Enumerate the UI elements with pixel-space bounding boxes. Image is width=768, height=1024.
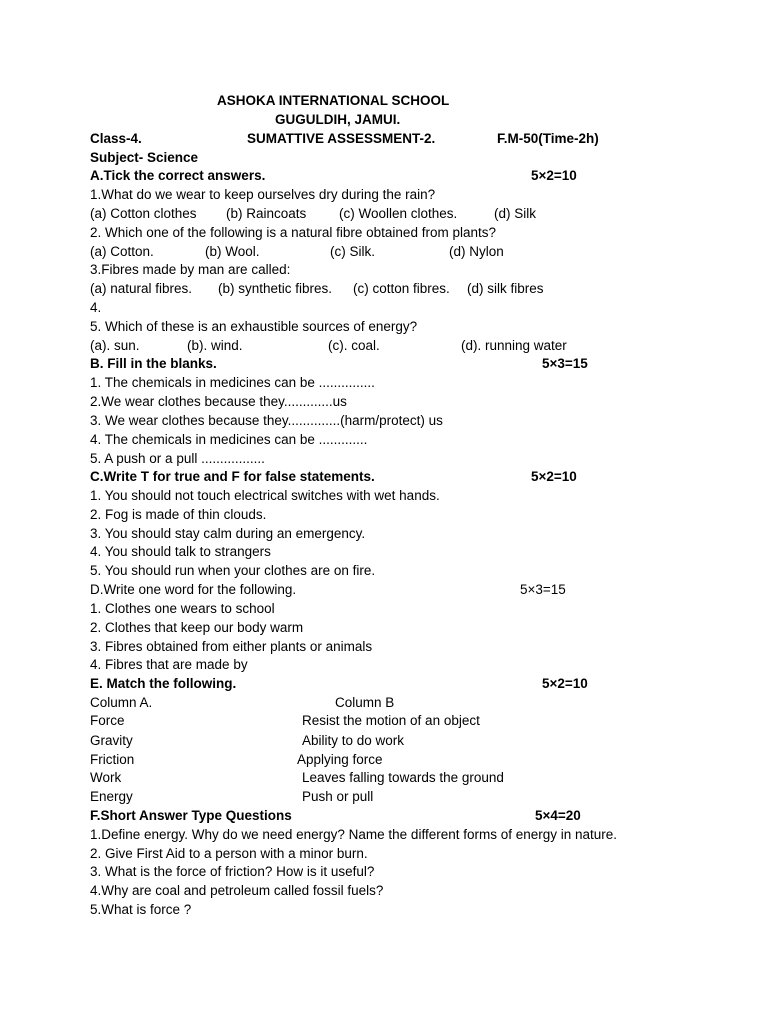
question-a4: 4. (90, 300, 102, 315)
match-definition: Push or pull (302, 789, 374, 804)
section-f-marks: 5×4=20 (535, 808, 581, 823)
option: (c). coal. (328, 338, 380, 353)
question-a1: 1.What do we wear to keep ourselves dry during the rain? (90, 187, 436, 202)
option: (b) Wool. (205, 244, 260, 259)
question-a5: 5. Which of these is an exhaustible sources of energy? (90, 319, 418, 334)
list-item: 3. You should stay calm during an emergency. (90, 526, 366, 541)
match-definition: Applying force (297, 752, 383, 767)
option: (c) cotton fibres. (353, 281, 450, 296)
option: (a) Cotton clothes (90, 206, 197, 221)
match-term: Force (90, 713, 125, 728)
option: (d) Silk (494, 206, 537, 221)
list-item: 4. You should talk to strangers (90, 544, 271, 559)
section-d-marks: 5×3=15 (520, 582, 566, 597)
class-label: Class-4. (90, 131, 142, 146)
option: (d). running water (461, 338, 567, 353)
section-f-title: F.Short Answer Type Questions (90, 808, 292, 823)
list-item: 2. Fog is made of thin clouds. (90, 507, 267, 522)
list-item: 1. You should not touch electrical switches with wet hands. (90, 488, 440, 503)
match-definition: Ability to do work (302, 733, 405, 748)
list-item: 5.What is force ? (90, 902, 192, 917)
section-a-marks: 5×2=10 (531, 168, 577, 183)
list-item: 5. You should run when your clothes are on fire. (90, 563, 376, 578)
option: (c) Woollen clothes. (339, 206, 458, 221)
match-definition: Resist the motion of an object (302, 713, 480, 728)
list-item: 2. Clothes that keep our body warm (90, 620, 304, 635)
section-a-title: A.Tick the correct answers. (90, 168, 266, 183)
section-b-marks: 5×3=15 (542, 356, 588, 371)
option: (a) Cotton. (90, 244, 154, 259)
list-item: 5. A push or a pull ................. (90, 451, 265, 466)
question-a3: 3.Fibres made by man are called: (90, 262, 291, 277)
match-term: Gravity (90, 733, 133, 748)
list-item: 1. The chemicals in medicines can be ............... (90, 375, 375, 390)
list-item: 1.Define energy. Why do we need energy? Name the different forms of energy in nature. (90, 827, 618, 842)
option: (b) synthetic fibres. (218, 281, 333, 296)
option: (a). sun. (90, 338, 140, 353)
list-item: 1. Clothes one wears to school (90, 601, 275, 616)
school-location: GUGULDIH, JAMUI. (275, 112, 401, 127)
list-item: 4. Fibres that are made by (90, 657, 248, 672)
list-item: 3. What is the force of friction? How is it useful? (90, 864, 375, 879)
column-a-header: Column A. (90, 695, 153, 710)
option: (b). wind. (187, 338, 243, 353)
question-a2: 2. Which one of the following is a natural fibre obtained from plants? (90, 225, 496, 240)
full-marks-time: F.M-50(Time-2h) (497, 131, 599, 146)
list-item: 3. We wear clothes because they..............(harm/protect) us (90, 413, 443, 428)
column-b-header: Column B (335, 695, 395, 710)
list-item: 3. Fibres obtained from either plants or animals (90, 639, 373, 654)
match-term: Friction (90, 752, 135, 767)
section-e-marks: 5×2=10 (542, 676, 588, 691)
list-item: 2. Give First Aid to a person with a minor burn. (90, 846, 368, 861)
match-term: Work (90, 770, 122, 785)
option: (b) Raincoats (226, 206, 307, 221)
list-item: 4. The chemicals in medicines can be ............. (90, 432, 368, 447)
option: (a) natural fibres. (90, 281, 193, 296)
section-d-title: D.Write one word for the following. (90, 582, 297, 597)
section-c-marks: 5×2=10 (531, 469, 577, 484)
match-term: Energy (90, 789, 133, 804)
exam-title: SUMATTIVE ASSESSMENT-2. (247, 131, 436, 146)
section-b-title: B. Fill in the blanks. (90, 356, 217, 371)
option: (d) Nylon (449, 244, 504, 259)
option: (c) Silk. (330, 244, 375, 259)
option: (d) silk fibres (467, 281, 544, 296)
school-name: ASHOKA INTERNATIONAL SCHOOL (217, 93, 450, 108)
match-definition: Leaves falling towards the ground (302, 770, 504, 785)
section-c-title: C.Write T for true and F for false statements. (90, 469, 375, 484)
list-item: 2.We wear clothes because they.............us (90, 394, 347, 409)
list-item: 4.Why are coal and petroleum called fossil fuels? (90, 883, 384, 898)
section-e-title: E. Match the following. (90, 676, 237, 691)
subject-label: Subject- Science (90, 150, 199, 165)
